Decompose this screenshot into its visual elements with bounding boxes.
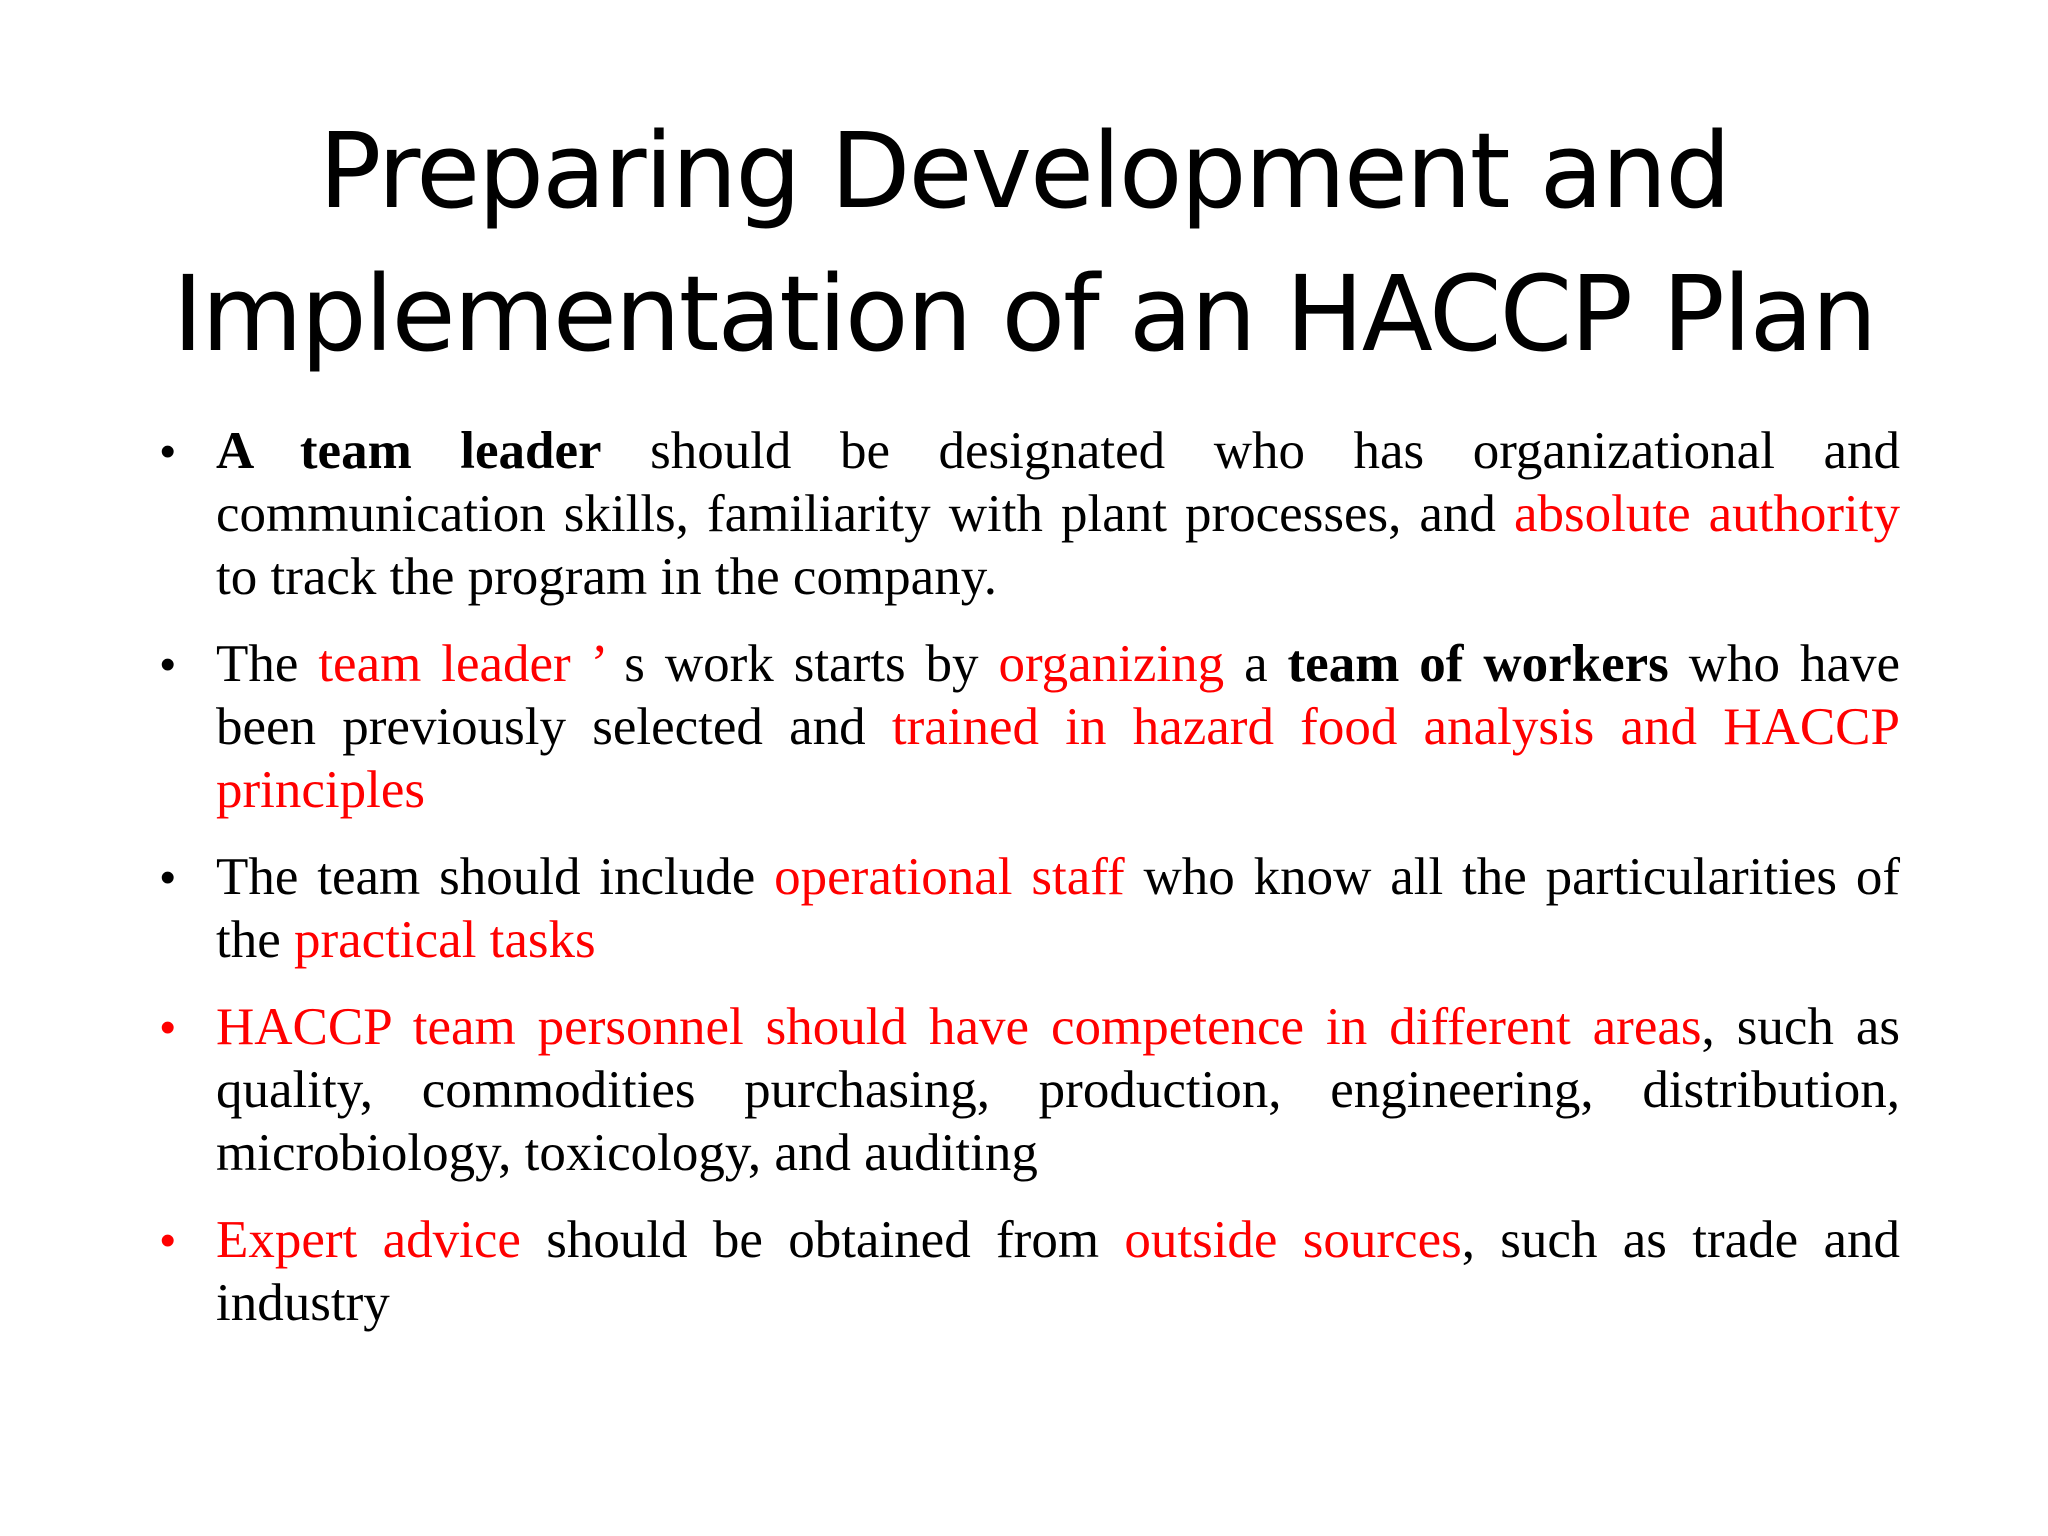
title-line-1: Preparing Development and <box>318 110 1730 232</box>
bullet-text-segment: A team leader <box>216 422 602 480</box>
bullet-item-team-leader <box>160 420 1900 609</box>
bullet-text-segment: to track the program in the company. <box>216 548 997 606</box>
bullet-text-segment: s work starts by <box>604 635 999 693</box>
bullet-text-segment: who have been previously selected and <box>216 635 1900 756</box>
bullet-text-segment: The <box>216 635 319 693</box>
bullet-text-segment: team leader ’ <box>318 635 605 693</box>
bullet-text-segment: outside sources <box>1124 1211 1462 1269</box>
bullet-text-segment: The team should include <box>216 848 775 906</box>
bullet-text-segment: Expert advice <box>216 1211 521 1269</box>
bullet-text-segment: a <box>1224 635 1288 693</box>
bullet-text-segment: operational staff <box>774 848 1125 906</box>
bullet-item-operational-staff <box>160 846 1900 972</box>
bullet-text-segment: should be obtained from <box>520 1211 1125 1269</box>
bullet-marker: • <box>160 1216 176 1265</box>
bullet-marker: • <box>160 427 176 476</box>
bullet-text-segment: organizing <box>998 635 1225 693</box>
bullet-text-segment: trained in hazard food analysis and HACCP principles <box>216 698 1900 819</box>
bullet-text-segment: practical tasks <box>294 911 596 969</box>
bullet-text-segment: should be designated who has organizational and communication skills, familiarity with plant processes, and <box>216 422 1900 543</box>
bullet-list <box>160 420 1900 1359</box>
bullet-text-segment: who know all the particularities of the <box>216 848 1900 969</box>
bullet-item-expert-advice <box>160 1209 1900 1335</box>
bullet-text-segment: , such as quality, commodities purchasing, production, engineering, distribution, microbiology, toxicology, and auditing <box>216 998 1900 1182</box>
bullet-item-competence <box>160 996 1900 1185</box>
bullet-text-segment: HACCP team personnel should have competence in different areas <box>216 998 1702 1056</box>
bullet-marker: • <box>160 1003 176 1052</box>
bullet-text-segment: team of workers <box>1287 635 1669 693</box>
bullet-text-segment: , such as trade and industry <box>216 1211 1900 1332</box>
bullet-text-segment: absolute authority <box>1513 485 1900 543</box>
slide-title <box>100 100 1948 386</box>
bullet-marker: • <box>160 640 176 689</box>
bullet-item-team-workers <box>160 633 1900 822</box>
title-line-2: Implementation of an HACCP Plan <box>172 253 1876 375</box>
bullet-marker: • <box>160 853 176 902</box>
